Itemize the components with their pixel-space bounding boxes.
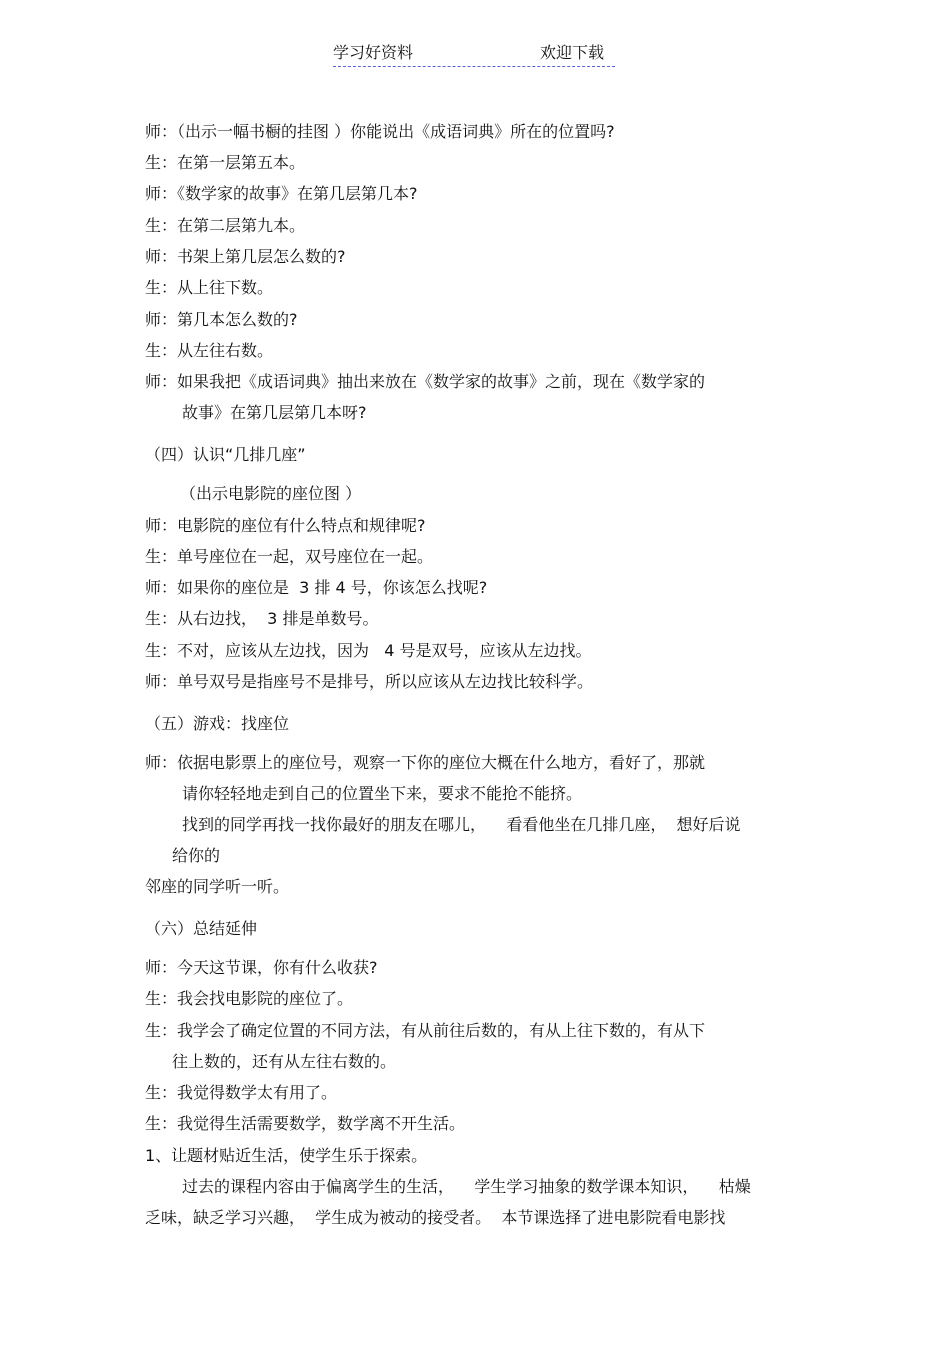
- paragraph-line: 乏味，缺乏学习兴趣， 学生成为被动的接受者。 本节课选择了进电影院看电影找: [145, 1208, 726, 1227]
- paragraph-line: 邻座的同学听一听。: [145, 877, 290, 896]
- dialogue-line: 师：单号双号是指座号不是排号，所以应该从左边找比较科学。: [145, 672, 594, 691]
- dialogue-line: 生：单号座位在一起，双号座位在一起。: [145, 547, 434, 566]
- dialogue-line-continued: 故事》在第几层第几本呀?: [182, 403, 367, 422]
- dialogue-line: 师：如果我把《成语词典》抽出来放在《数学家的故事》之前，现在《数学家的: [145, 372, 706, 391]
- header-left-text: 学习好资料: [333, 43, 414, 62]
- dialogue-line: 生：我学会了确定位置的不同方法，有从前往后数的，有从上往下数的，有从下: [145, 1021, 706, 1040]
- paragraph-line: 给你的: [172, 846, 221, 865]
- dialogue-line: 师：（出示一幅书橱的挂图 ）你能说出《成语词典》所在的位置吗?: [145, 122, 615, 141]
- dialogue-line: 师：电影院的座位有什么特点和规律呢?: [145, 516, 426, 535]
- dialogue-line-continued: 请你轻轻地走到自己的位置坐下来，要求不能抢不能挤。: [182, 784, 583, 803]
- dialogue-line: 生：在第二层第九本。: [145, 216, 306, 235]
- dialogue-line: 师：第几本怎么数的?: [145, 310, 298, 329]
- dialogue-line: 生：从上往下数。: [145, 278, 274, 297]
- page-header: [333, 42, 615, 67]
- dialogue-line-continued: 往上数的，还有从左往右数的。: [172, 1052, 397, 1071]
- dialogue-line: 师：今天这节课，你有什么收获?: [145, 958, 378, 977]
- numbered-heading: 1、让题材贴近生活，使学生乐于探索。: [145, 1146, 428, 1165]
- dialogue-line: 生：不对，应该从左边找，因为 4 号是双号，应该从左边找。: [145, 641, 592, 660]
- paragraph-line: 找到的同学再找一找你最好的朋友在哪儿， 看看他坐在几排几座， 想好后说: [182, 815, 741, 834]
- dialogue-line: 生：我觉得数学太有用了。: [145, 1083, 338, 1102]
- section-heading: （四）认识“几排几座”: [145, 445, 306, 464]
- section-heading: （六）总结延伸: [145, 919, 258, 938]
- paragraph-line: 过去的课程内容由于偏离学生的生活， 学生学习抽象的数学课本知识， 枯燥: [182, 1177, 751, 1196]
- dialogue-line: 生：从左往右数。: [145, 341, 274, 360]
- dialogue-line: 生：我会找电影院的座位了。: [145, 989, 354, 1008]
- stage-direction: （出示电影院的座位图 ）: [180, 484, 362, 503]
- dialogue-line: 师：如果你的座位是 3 排 4 号，你该怎么找呢?: [145, 578, 488, 597]
- header-right-text: 欢迎下载: [540, 43, 605, 62]
- dialogue-line: 生：从右边找， 3 排是单数号。: [145, 609, 379, 628]
- dialogue-line: 生：我觉得生活需要数学，数学离不开生活。: [145, 1114, 466, 1133]
- section-heading: （五）游戏：找座位: [145, 714, 290, 733]
- dialogue-line: 生：在第一层第五本。: [145, 153, 306, 172]
- dialogue-line: 师：《数学家的故事》在第几层第几本?: [145, 184, 418, 203]
- dialogue-line: 师：书架上第几层怎么数的?: [145, 247, 346, 266]
- dialogue-line: 师：依据电影票上的座位号，观察一下你的座位大概在什么地方，看好了，那就: [145, 753, 706, 772]
